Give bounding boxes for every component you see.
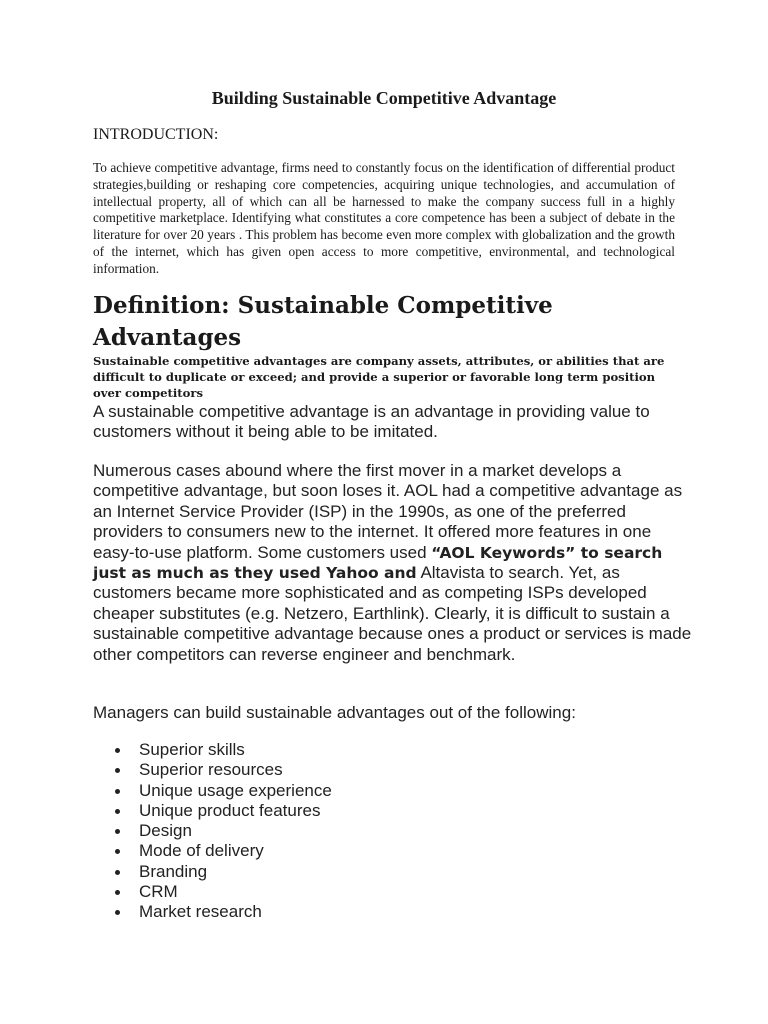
document-title: Building Sustainable Competitive Advantage <box>211 88 557 108</box>
list-item-label: Superior resources <box>139 760 283 780</box>
list-item-label: Superior skills <box>139 740 245 759</box>
list-item <box>93 862 332 882</box>
bullet-icon <box>115 748 120 753</box>
list-item <box>93 821 332 841</box>
list-item <box>93 841 332 861</box>
list-item <box>93 902 332 922</box>
bullet-icon <box>115 829 120 834</box>
introduction-paragraph: To achieve competitive advantage, firms need to constantly focus on the identification of differential product strategies,building or reshaping core competencies, acquiring unique technologies, and accumulation of intellectual property, all of which can all be harnessed to make the company success full in a highly competitive marketplace. Identifying what constitutes a core competence has been a subject of debate in the literature for over 20 years . This problem has become even more complex with globalization and the growth of the internet, which has given open access to more competitive, environmental, and technological information. <box>93 160 675 276</box>
list-item-label: Branding <box>139 861 208 881</box>
bullet-icon <box>115 890 120 895</box>
list-item-label: Unique product features <box>139 800 321 820</box>
list-item-label: CRM <box>139 882 178 902</box>
paragraph-advantage-definition: A sustainable competitive advantage is an advantage in providing value to customers without it being able to be imitated. <box>93 402 650 442</box>
introduction-heading: INTRODUCTION: <box>93 126 219 143</box>
list-item <box>93 781 332 801</box>
bullet-icon <box>115 849 120 854</box>
bullet-icon <box>115 870 120 875</box>
list-item <box>93 760 332 780</box>
aol-keywords-text: “AOL Keywords” to search just as much as they used Yahoo and <box>93 543 663 583</box>
list-item-label: Design <box>139 821 192 841</box>
list-item-label: Mode of delivery <box>139 841 264 861</box>
bullet-icon <box>115 910 120 915</box>
aol-text-before: Numerous cases abound where the first mover in a market develops a competitive advantage, but soon loses it. AOL had a competitive advantage as an Internet Service Provider (ISP) in the 1990s, as one of the preferred providers to consumers new to the internet. It offered more features in one easy-to-use platform. Some customers used <box>93 461 683 562</box>
advantages-list <box>93 740 332 923</box>
bullet-icon <box>115 809 120 814</box>
list-item <box>93 882 332 902</box>
paragraph-managers: Managers can build sustainable advantages out of the following: <box>93 703 576 722</box>
aol-text-after: Altavista to search. Yet, as customers became more sophisticated and as competing ISPs developed cheaper substitutes (e.g. Netzero, Earthlink). Clearly, it is difficult to sustain a sustainable competitive advantage because ones a product or services is made other competitors can reverse engineer and benchmark. <box>93 563 692 664</box>
definition-subtitle: Sustainable competitive advantages are company assets, attributes, or abilities that are difficult to duplicate or exceed; and provide a superior or favorable long term position over competitors <box>93 354 665 400</box>
bullet-icon <box>115 768 120 773</box>
bullet-icon <box>115 789 120 794</box>
definition-heading: Definition: Sustainable Competitive Advantages <box>93 292 553 351</box>
list-item-label: Market research <box>139 902 262 922</box>
list-item <box>93 740 332 760</box>
list-item-label: Unique usage experience <box>139 780 332 800</box>
list-item <box>93 801 332 821</box>
paragraph-aol-example <box>93 461 693 665</box>
